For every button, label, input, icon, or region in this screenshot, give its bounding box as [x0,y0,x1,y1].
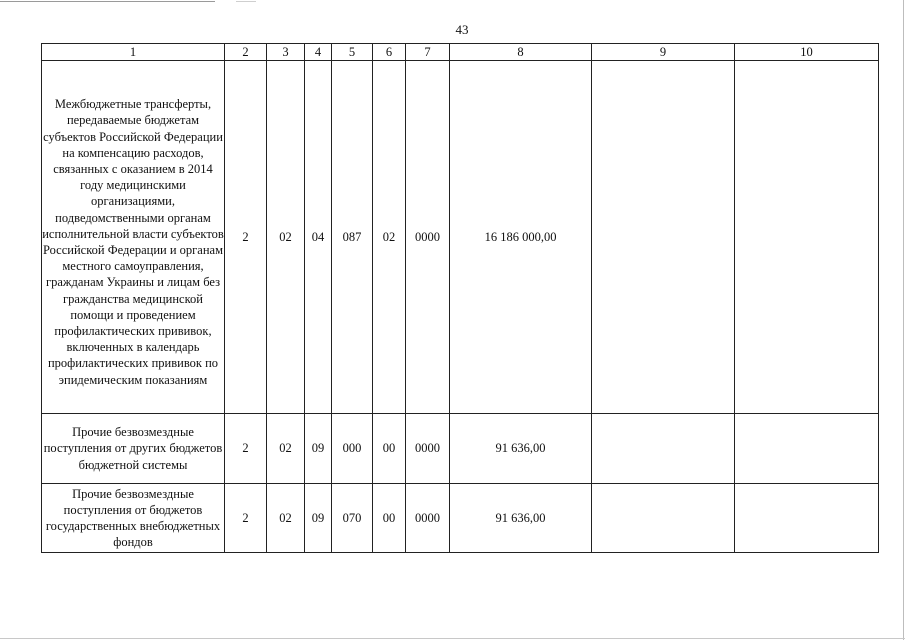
amount-cell: 91 636,00 [450,484,592,553]
table-cell: 02 [267,61,305,414]
table-cell [735,484,879,553]
column-header-10: 10 [735,44,879,61]
column-header-7: 7 [406,44,450,61]
column-header-8: 8 [450,44,592,61]
column-header-6: 6 [373,44,406,61]
amount-cell: 16 186 000,00 [450,61,592,414]
row-name-cell: Прочие безвозмездные поступления от бюджетов государственных внебюджетных фондов [42,484,225,553]
table-cell: 00 [373,414,406,484]
row-name-cell: Межбюджетные трансферты, передаваемые бюджетам субъектов Российской Федерации на компенсацию расходов, связанных с оказанием в 2014 году медицинскими организациями, подведомственными органам исполнительной власти субъектов Российской Федерации и органам местного самоуправления, гражданам Украины и лицам без гражданства медицинской помощи и проведением профилактических прививок, включенных в календарь профилактических прививок по эпидемическим показаниям [42,61,225,414]
table-cell: 0000 [406,484,450,553]
table-cell: 0000 [406,414,450,484]
table-cell: 2 [225,61,267,414]
table-cell [592,484,735,553]
scan-page-edge [903,0,904,640]
table-cell: 02 [267,484,305,553]
scan-artifact-line [0,1,215,2]
amount-cell: 91 636,00 [450,414,592,484]
table-row [42,414,879,484]
column-header-3: 3 [267,44,305,61]
column-header-5: 5 [332,44,373,61]
table-cell: 00 [373,484,406,553]
column-header-9: 9 [592,44,735,61]
column-header-4: 4 [305,44,332,61]
table-cell: 2 [225,414,267,484]
page-number: 43 [455,22,469,37]
table-header-row [42,44,879,61]
table-cell: 000 [332,414,373,484]
column-header-2: 2 [225,44,267,61]
budget-table [41,43,879,553]
table-cell: 04 [305,61,332,414]
column-header-1: 1 [42,44,225,61]
table-cell: 087 [332,61,373,414]
table-cell [735,61,879,414]
table-cell: 09 [305,414,332,484]
table-cell: 09 [305,484,332,553]
table-cell: 070 [332,484,373,553]
table-cell: 2 [225,484,267,553]
table-cell: 0000 [406,61,450,414]
table-cell [592,61,735,414]
table-row [42,61,879,414]
scan-page-edge [0,638,905,639]
scan-artifact-line [236,1,256,2]
table-cell: 02 [373,61,406,414]
table-cell: 02 [267,414,305,484]
table-row [42,484,879,553]
table-cell [592,414,735,484]
row-name-cell: Прочие безвозмездные поступления от других бюджетов бюджетной системы [42,414,225,484]
table-cell [735,414,879,484]
